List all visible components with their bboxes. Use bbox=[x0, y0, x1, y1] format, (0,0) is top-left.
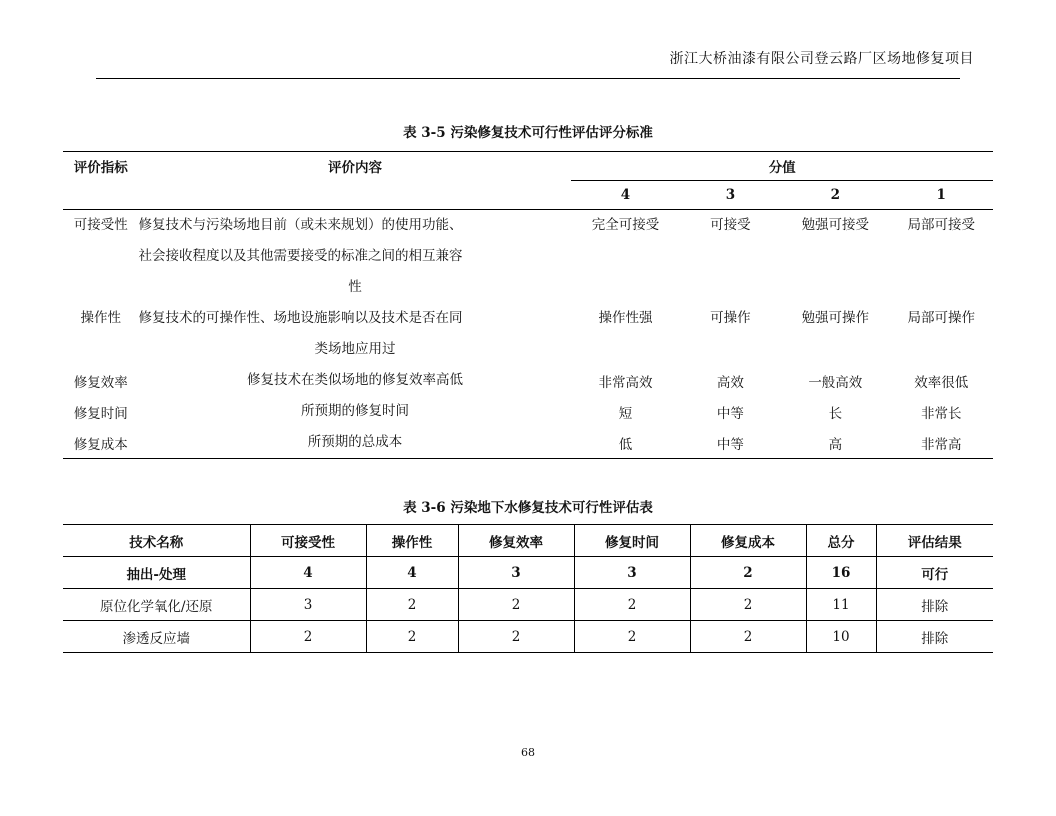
cell: 4 bbox=[250, 557, 366, 589]
row-value: 勉强可操作 bbox=[801, 310, 870, 326]
row-indicator: 修复成本 bbox=[73, 436, 128, 453]
row-value: 一般高效 bbox=[808, 374, 863, 391]
score-level: 4 bbox=[571, 181, 679, 210]
table-row bbox=[63, 589, 993, 621]
row-value: 短 bbox=[618, 405, 633, 422]
row-indicator: 修复效率 bbox=[73, 374, 128, 391]
row-value: 非常高 bbox=[920, 436, 962, 453]
cell: 抽出-处理 bbox=[63, 557, 250, 589]
cell: 2 bbox=[458, 621, 574, 653]
row-value: 长 bbox=[828, 405, 843, 422]
header-divider bbox=[96, 78, 960, 79]
row-content: 修复技术在类似场地的修复效率高低 bbox=[246, 372, 463, 388]
header-operability: 操作性 bbox=[366, 525, 458, 557]
content-line: 类场地应用过 bbox=[314, 341, 396, 357]
table-row bbox=[63, 210, 993, 304]
header-total: 总分 bbox=[806, 525, 876, 557]
header-indicator: 评价指标 bbox=[73, 160, 128, 177]
cell: 2 bbox=[574, 621, 690, 653]
header-tech-name: 技术名称 bbox=[63, 525, 250, 557]
row-value: 非常长 bbox=[920, 405, 962, 422]
header-acceptability: 可接受性 bbox=[250, 525, 366, 557]
cell: 可行 bbox=[876, 557, 993, 589]
content-line: 修复技术的可操作性、场地设施影响以及技术是否在同 bbox=[138, 310, 463, 326]
row-value: 可接受 bbox=[680, 210, 782, 304]
header-content: 评价内容 bbox=[327, 160, 382, 177]
row-value: 非常高效 bbox=[598, 374, 653, 391]
cell: 10 bbox=[806, 621, 876, 653]
row-value: 中等 bbox=[716, 405, 744, 422]
content-line: 社会接收程度以及其他需要接受的标准之间的相互兼容 bbox=[138, 248, 463, 264]
cell: 2 bbox=[690, 621, 806, 653]
cell: 16 bbox=[806, 557, 876, 589]
row-indicator: 操作性 bbox=[80, 310, 122, 326]
page-number: 68 bbox=[521, 746, 535, 759]
table-row bbox=[63, 303, 993, 365]
cell: 3 bbox=[574, 557, 690, 589]
row-value: 操作性强 bbox=[598, 310, 653, 326]
cell: 3 bbox=[250, 589, 366, 621]
header-result: 评估结果 bbox=[876, 525, 993, 557]
cell: 4 bbox=[366, 557, 458, 589]
row-value: 局部可接受 bbox=[889, 210, 993, 304]
score-level: 2 bbox=[781, 181, 889, 210]
table-3-6 bbox=[63, 524, 993, 653]
content-line: 修复技术与污染场地目前（或未来规划）的使用功能、 bbox=[138, 217, 463, 233]
cell: 2 bbox=[250, 621, 366, 653]
header-score: 分值 bbox=[768, 160, 796, 176]
row-value: 高效 bbox=[716, 374, 744, 391]
row-indicator: 可接受性 bbox=[63, 210, 139, 304]
cell: 原位化学氧化/还原 bbox=[63, 589, 250, 621]
row-content bbox=[139, 303, 572, 365]
header-efficiency: 修复效率 bbox=[458, 525, 574, 557]
table-row bbox=[63, 557, 993, 589]
row-value: 可操作 bbox=[710, 310, 751, 326]
row-value: 高 bbox=[828, 436, 843, 453]
table-3-6-caption: 表 3-6 污染地下水修复技术可行性评估表 bbox=[403, 500, 653, 516]
table-row bbox=[63, 621, 993, 653]
cell: 2 bbox=[574, 589, 690, 621]
table-row bbox=[63, 396, 993, 427]
cell: 排除 bbox=[876, 589, 993, 621]
row-value: 效率很低 bbox=[914, 374, 969, 391]
cell: 11 bbox=[806, 589, 876, 621]
row-value: 中等 bbox=[716, 436, 744, 453]
table-row bbox=[63, 365, 993, 396]
cell: 3 bbox=[458, 557, 574, 589]
row-content bbox=[139, 210, 572, 304]
row-indicator: 修复时间 bbox=[73, 405, 128, 422]
row-content: 所预期的修复时间 bbox=[300, 403, 409, 419]
row-value: 局部可操作 bbox=[907, 310, 975, 326]
table-3-5 bbox=[63, 151, 993, 459]
row-content: 所预期的总成本 bbox=[307, 434, 403, 450]
table-row bbox=[63, 427, 993, 459]
cell: 2 bbox=[690, 557, 806, 589]
row-value: 低 bbox=[618, 436, 633, 453]
row-value: 完全可接受 bbox=[571, 210, 679, 304]
content-line: 性 bbox=[348, 279, 362, 295]
header-time: 修复时间 bbox=[574, 525, 690, 557]
cell: 渗透反应墙 bbox=[63, 621, 250, 653]
document-header-title: 浙江大桥油漆有限公司登云路厂区场地修复项目 bbox=[669, 51, 974, 67]
row-value: 勉强可接受 bbox=[781, 210, 889, 304]
cell: 2 bbox=[690, 589, 806, 621]
table-3-5-caption: 表 3-5 污染修复技术可行性评估评分标准 bbox=[403, 125, 653, 141]
cell: 2 bbox=[458, 589, 574, 621]
cell: 2 bbox=[366, 589, 458, 621]
score-level: 3 bbox=[680, 181, 782, 210]
cell: 排除 bbox=[876, 621, 993, 653]
score-level: 1 bbox=[889, 181, 993, 210]
header-cost: 修复成本 bbox=[690, 525, 806, 557]
cell: 2 bbox=[366, 621, 458, 653]
